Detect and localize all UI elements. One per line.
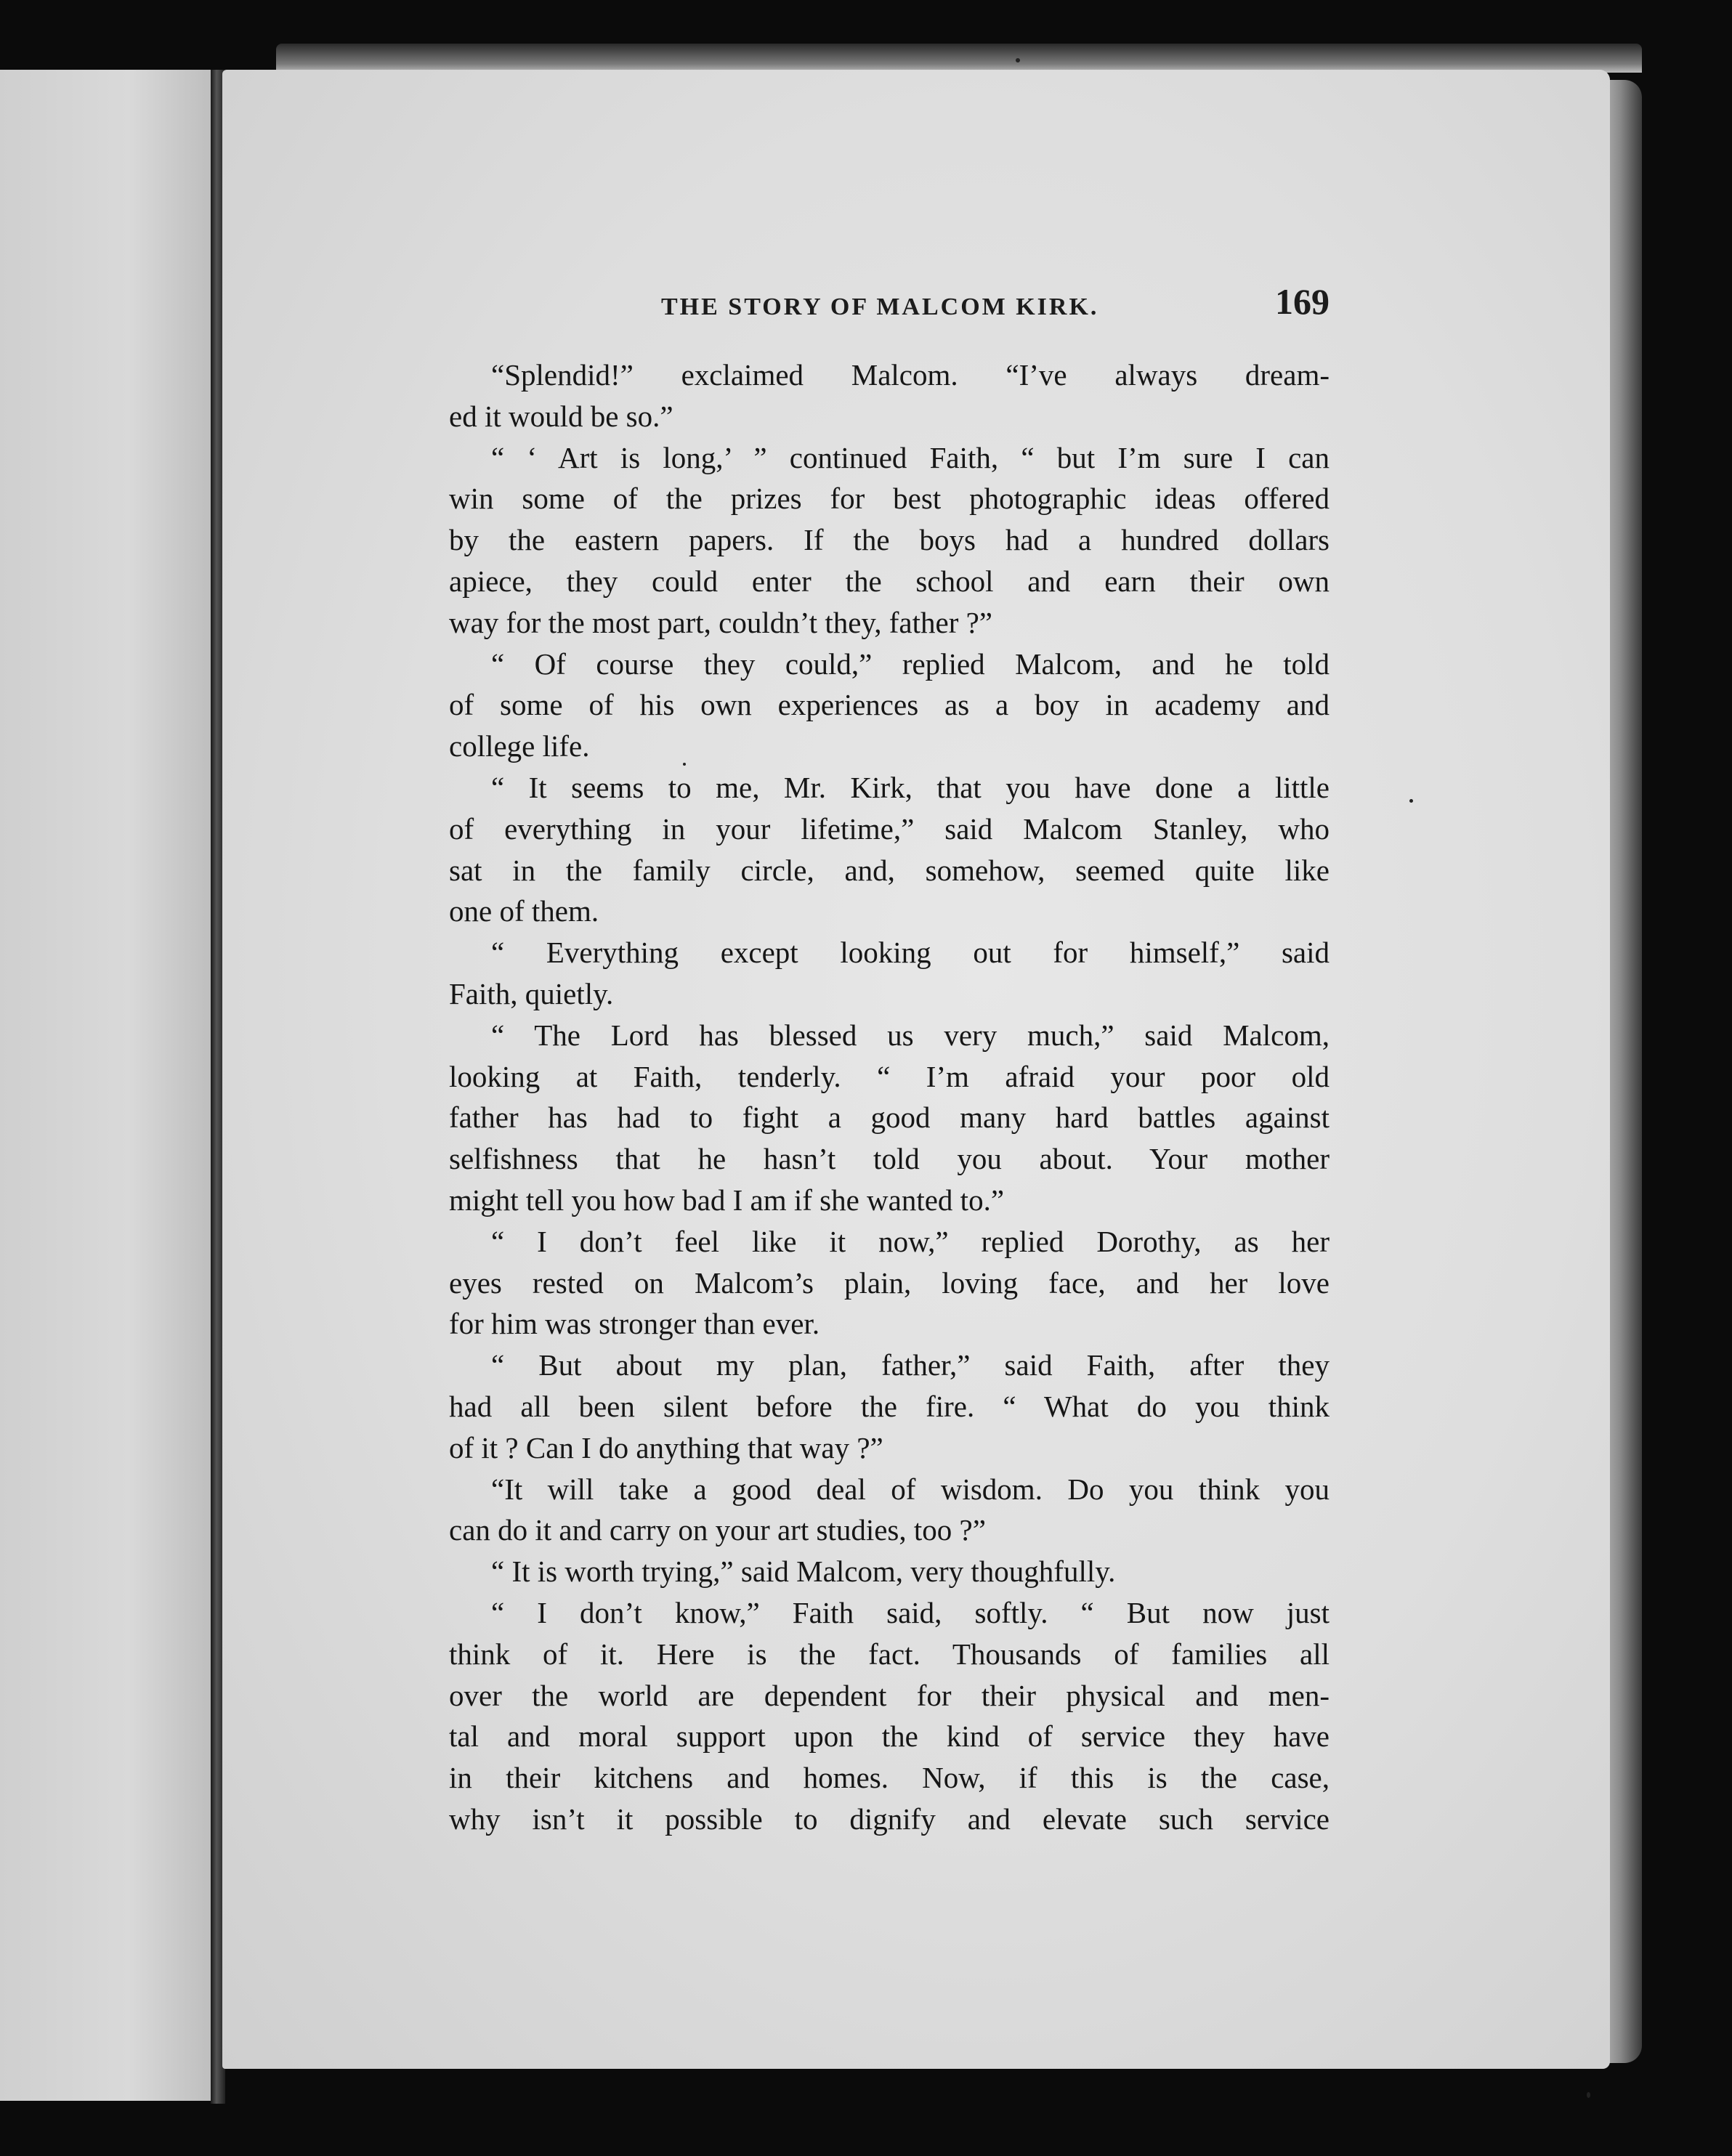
text-line: in their kitchens and homes. Now, if this is the case, (449, 1761, 1330, 1795)
text-line: “ Of course they could,” replied Malcom, and he told (491, 647, 1330, 681)
text-line: college life. (449, 729, 590, 763)
text-line: father has had to fight a good many hard battles against (449, 1101, 1330, 1135)
text-line: eyes rested on Malcom’s plain, loving face, and her love (449, 1265, 1330, 1300)
text-line: “ It seems to me, Mr. Kirk, that you have done a little (491, 770, 1330, 804)
page-top-edge (276, 44, 1642, 73)
text-line: one of them. (449, 894, 599, 928)
text-line: over the world are dependent for their physical and men- (449, 1678, 1330, 1712)
text-line: “It will take a good deal of wisdom. Do you think you (491, 1472, 1330, 1506)
text-line: Faith, quietly. (449, 976, 614, 1010)
text-line: selfishness that he hasn’t told you about. Your mother (449, 1142, 1330, 1176)
text-line: of it ? Can I do anything that way ?” (449, 1430, 883, 1464)
text-line: why isn’t it possible to dignify and elevate such service (449, 1802, 1330, 1836)
scan-speck (683, 763, 686, 766)
scan-speck (1016, 58, 1020, 62)
text-line: think of it. Here is the fact. Thousands of families all (449, 1637, 1330, 1671)
text-line: of everything in your lifetime,” said Malcom Stanley, who (449, 811, 1330, 846)
body-text (449, 354, 1330, 1840)
running-head: THE STORY OF MALCOM KIRK. (661, 293, 1099, 320)
text-line: “ ‘ Art is long,’ ” continued Faith, “ but I’m sure I can (491, 440, 1330, 474)
text-line: “ It is worth trying,” said Malcom, very thoughfully. (491, 1555, 1116, 1589)
page-header (450, 280, 1330, 331)
text-line: looking at Faith, tenderly. “ I’m afraid your poor old (449, 1059, 1330, 1093)
page-number: 169 (1275, 281, 1330, 322)
text-line: “ Everything except looking out for himself,” said (491, 936, 1330, 970)
text-line: “ I don’t know,” Faith said, softly. “ But now just (491, 1595, 1330, 1629)
text-line: by the eastern papers. If the boys had a hundred dollars (449, 523, 1330, 557)
text-line: of some of his own experiences as a boy in academy and (449, 688, 1330, 722)
text-line: win some of the prizes for best photographic ideas offered (449, 482, 1330, 516)
text-line: “ But about my plan, father,” said Faith, after they (491, 1348, 1330, 1382)
text-line: way for the most part, couldn’t they, father ?” (449, 605, 992, 639)
text-line: “ I don’t feel like it now,” replied Dorothy, as her (491, 1224, 1330, 1258)
text-line: “ The Lord has blessed us very much,” said Malcom, (491, 1018, 1330, 1052)
text-line: “Splendid!” exclaimed Malcom. “I’ve always dream- (491, 358, 1330, 392)
text-line: apiece, they could enter the school and earn their own (449, 564, 1330, 598)
text-line: sat in the family circle, and, somehow, seemed quite like (449, 853, 1330, 887)
text-line: for him was stronger than ever. (449, 1307, 820, 1341)
text-line: ed it would be so.” (449, 399, 673, 433)
scan-speck (1409, 799, 1413, 803)
text-line: had all been silent before the fire. “ What do you think (449, 1389, 1330, 1423)
text-line: tal and moral support upon the kind of service they have (449, 1719, 1330, 1754)
text-line: can do it and carry on your art studies, too ?” (449, 1513, 986, 1547)
adjacent-page-edge (0, 70, 215, 2101)
scan-speck (1587, 2092, 1590, 2098)
text-line: might tell you how bad I am if she wanted to.” (449, 1183, 1005, 1217)
